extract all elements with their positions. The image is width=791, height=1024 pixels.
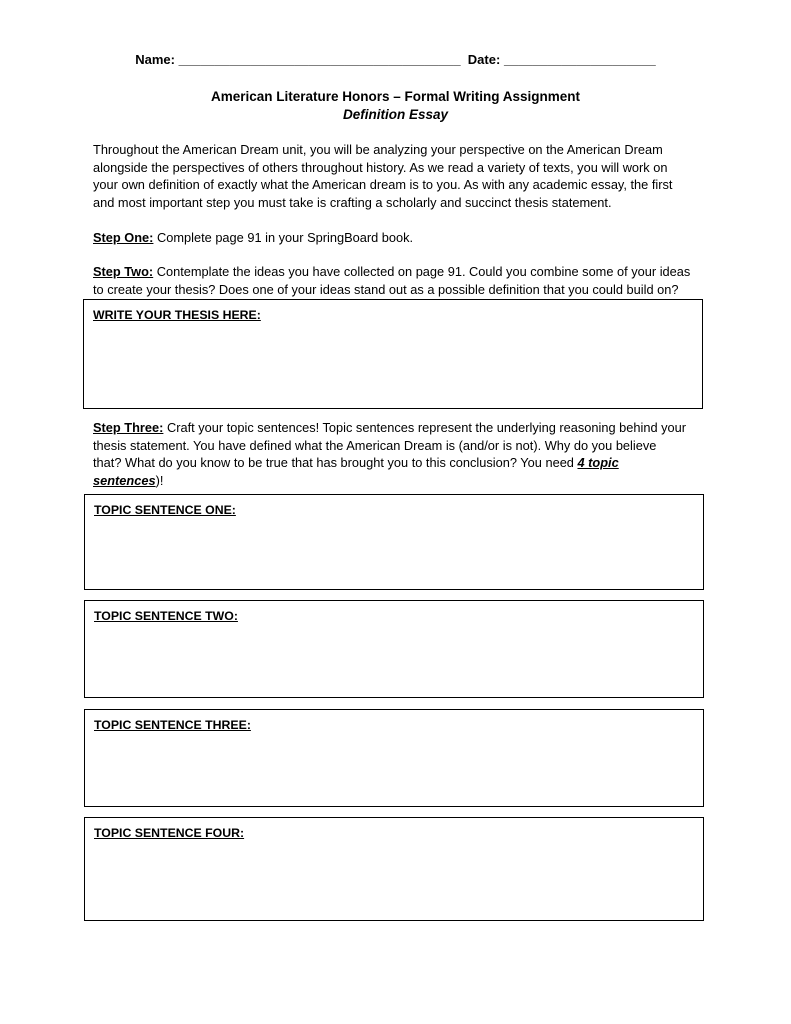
step-three — [93, 419, 705, 489]
topic-count-emphasis: sentences — [93, 472, 156, 488]
step-two-line: to create your thesis? Does one of your ideas stand out as a possible definition that you could build on? — [93, 281, 679, 297]
step-three-line: Craft your topic sentences! Topic sentences represent the underlying reasoning behind your — [163, 420, 687, 435]
topic-sentence-two-label: TOPIC SENTENCE TWO: — [94, 609, 238, 623]
intro-line: your own definition of exactly what the American dream is to you. As with any academic essay, the first — [93, 177, 673, 192]
step-two-label: Step Two: — [93, 264, 154, 279]
topic-sentence-three-label: TOPIC SENTENCE THREE: — [94, 718, 251, 732]
topic-count-emphasis: 4 topic — [577, 455, 619, 470]
intro-line: alongside the perspectives of others throughout history. As we read a variety of texts, you will work on — [93, 159, 668, 175]
step-two — [93, 263, 705, 298]
date-blank[interactable]: _____________________ — [503, 52, 656, 67]
topic-sentence-four-label: TOPIC SENTENCE FOUR: — [94, 826, 245, 840]
topic-sentence-four-box[interactable] — [84, 817, 704, 921]
step-one — [93, 229, 705, 247]
intro-paragraph — [93, 141, 705, 211]
name-label: Name: — [135, 52, 175, 67]
name-blank[interactable]: _______________________________________ — [178, 52, 461, 67]
step-one-text: Complete page 91 in your SpringBoard book. — [153, 230, 414, 245]
step-three-line: thesis statement. You have defined what the American Dream is (and/or is not). Why do you believe — [93, 437, 657, 453]
step-two-line: Contemplate the ideas you have collected on page 91. Could you combine some of your ideas — [153, 264, 691, 279]
topic-sentence-one-box[interactable] — [84, 494, 704, 590]
thesis-box[interactable] — [83, 299, 703, 409]
intro-line: and most important step you must take is crafting a scholarly and succinct thesis statement. — [93, 194, 612, 210]
topic-sentence-two-box[interactable] — [84, 600, 704, 698]
step-three-label: Step Three: — [93, 420, 164, 435]
document-title: American Literature Honors – Formal Writing Assignment — [210, 89, 581, 104]
name-date-line — [0, 52, 791, 67]
topic-sentence-one-label: TOPIC SENTENCE ONE: — [94, 503, 236, 517]
thesis-box-label: WRITE YOUR THESIS HERE: — [93, 308, 261, 322]
step-three-line: )! — [155, 472, 164, 488]
document-subtitle: Definition Essay — [342, 107, 449, 122]
date-label: Date: — [467, 52, 501, 67]
intro-line: Throughout the American Dream unit, you will be analyzing your perspective on the American Dream — [93, 142, 663, 157]
step-three-line: that? What do you know to be true that has brought you to this conclusion? You need — [93, 455, 578, 470]
topic-sentence-three-box[interactable] — [84, 709, 704, 807]
step-one-label: Step One: — [93, 230, 154, 245]
